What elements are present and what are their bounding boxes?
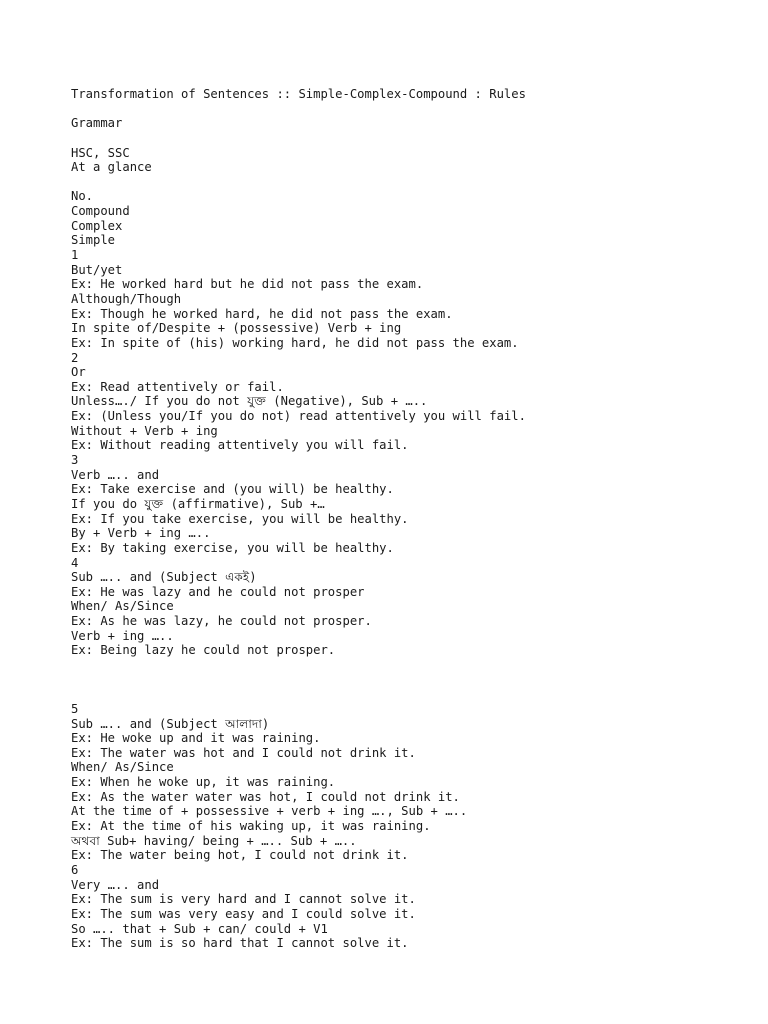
rule-line: When/ As/Since	[71, 599, 174, 614]
header-simple: Simple	[71, 233, 116, 248]
subtitle: At a glance	[71, 160, 152, 175]
rule-line: Verb ….. and	[71, 467, 160, 482]
rule-line: If you do যুক্ত (affirmative), Sub +…	[71, 496, 325, 511]
rule-line: Verb + ing …..	[71, 628, 174, 643]
rule-line: অথবা Sub+ having/ being + ….. Sub + …..	[71, 833, 357, 848]
rule-number: 3	[71, 453, 79, 468]
rule-number: 2	[71, 350, 79, 365]
rule-line: By + Verb + ing …..	[71, 526, 211, 541]
rule-line: Ex: The sum was very easy and I could solve it.	[71, 906, 416, 921]
rule-line: Ex: Being lazy he could not prosper.	[71, 643, 336, 658]
exam-label: HSC, SSC	[71, 145, 130, 160]
rule-5	[71, 702, 751, 863]
rule-line: Ex: Though he worked hard, he did not pass the exam.	[71, 306, 453, 321]
rule-number: 6	[71, 862, 79, 877]
rule-line: Ex: (Unless you/If you do not) read attentively you will fail.	[71, 409, 526, 424]
header-compound: Compound	[71, 204, 130, 219]
rule-line: Ex: At the time of his waking up, it was raining.	[71, 819, 431, 834]
rule-line: Ex: When he woke up, it was raining.	[71, 775, 336, 790]
rule-2	[71, 351, 751, 453]
document-page	[71, 87, 751, 951]
rule-line: Ex: The sum is so hard that I cannot solve it.	[71, 936, 409, 951]
rule-line: Ex: The sum is very hard and I cannot solve it.	[71, 892, 416, 907]
rule-line: When/ As/Since	[71, 760, 174, 775]
rule-1	[71, 248, 751, 350]
rule-line: Ex: Take exercise and (you will) be healthy.	[71, 482, 394, 497]
category-label: Grammar	[71, 116, 123, 131]
rule-line: Ex: Read attentively or fail.	[71, 379, 284, 394]
rule-line: Without + Verb + ing	[71, 423, 218, 438]
rule-line: Ex: As the water water was hot, I could not drink it.	[71, 789, 460, 804]
rule-line: Ex: The water was hot and I could not drink it.	[71, 745, 416, 760]
rule-number: 4	[71, 555, 79, 570]
header-complex: Complex	[71, 218, 123, 233]
rule-6	[71, 863, 751, 951]
rule-3	[71, 453, 751, 555]
rule-line: Ex: As he was lazy, he could not prosper.	[71, 614, 372, 629]
rule-line: Ex: The water being hot, I could not drink it.	[71, 848, 409, 863]
rule-line: Unless…./ If you do not যুক্ত (Negative), Sub + …..	[71, 394, 428, 409]
rule-line: Ex: By taking exercise, you will be healthy.	[71, 540, 394, 555]
rule-line: So ….. that + Sub + can/ could + V1	[71, 921, 328, 936]
rule-number: 1	[71, 248, 79, 263]
rule-line: Ex: He worked hard but he did not pass the exam.	[71, 277, 424, 292]
rule-line: Sub ….. and (Subject একই)	[71, 570, 257, 585]
rule-number: 5	[71, 701, 79, 716]
header-no: No.	[71, 189, 94, 204]
rule-line: Ex: Without reading attentively you will fail.	[71, 438, 409, 453]
rule-line: Ex: In spite of (his) working hard, he did not pass the exam.	[71, 335, 519, 350]
rule-line: Very ….. and	[71, 877, 160, 892]
rule-4	[71, 556, 751, 658]
rule-line: In spite of/Despite + (possessive) Verb + ing	[71, 321, 402, 336]
rule-line: But/yet	[71, 262, 123, 277]
rule-line: Ex: He was lazy and he could not prosper	[71, 584, 365, 599]
rule-line: Ex: If you take exercise, you will be healthy.	[71, 511, 409, 526]
rule-line: Although/Though	[71, 291, 182, 306]
table-header	[71, 189, 751, 248]
rule-line: Or	[71, 365, 86, 380]
page-title: Transformation of Sentences :: Simple-Complex-Compound : Rules	[71, 87, 526, 101]
rule-line: Ex: He woke up and it was raining.	[71, 731, 321, 746]
rule-line: At the time of + possessive + verb + ing …., Sub + …..	[71, 804, 468, 819]
rule-line: Sub ….. and (Subject আলাদা)	[71, 716, 270, 731]
